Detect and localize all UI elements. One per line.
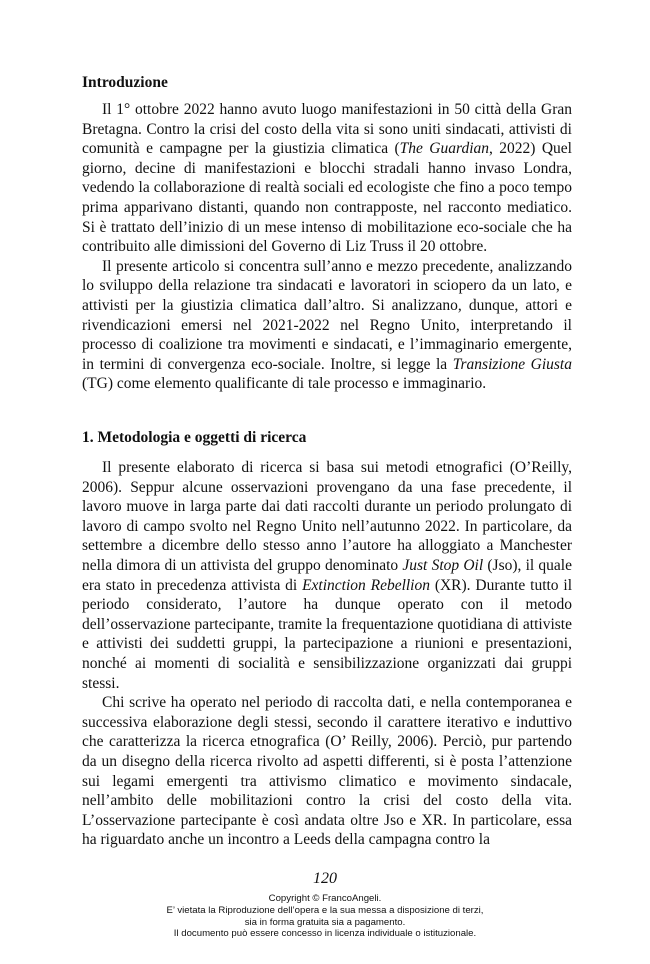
text-run: Il presente elaborato di ricerca si basa sui metodi etnografici (O’Reilly, 2006). Seppur alcune osservazioni provengano da una fase precedente, il lavoro muove in larga parte dai dati raccolti durante un periodo prolungato di lavoro di campo svolto nel Regno Unito nell’autunno 2022. In particolare, da settembre a dicembre dello stesso anno l’autore ha alloggiato a Manchester nella dimora di un attivista del gruppo denominato — [82, 459, 572, 574]
footer-line: Copyright © FrancoAngeli. — [268, 893, 382, 904]
method-paragraph-1 — [82, 458, 572, 693]
text-run: (XR). Durante tutto il periodo considerato, l’autore ha dunque operato con il metodo dell’osservazione partecipante, tramite la frequentazione quotidiana di attiviste e attivisti dei suddetti gruppi, la partecipazione a riunioni e presentazioni, nonché ai momenti di socialità e sensibilizzazione organizzati dai gruppi stessi. — [82, 576, 573, 692]
text-run: Il 1° ottobre 2022 hanno avuto luogo manifestazioni in 50 città della Gran Bretagna. Contro la crisi del costo della vita si sono uniti sindacati, attivisti di comunità e campagne per la giustizia climatica ( — [82, 101, 572, 158]
italic-group-name: Extinction Rebellion — [302, 576, 430, 594]
text-run: (TG) come elemento qualificante di tale processo e immaginario. — [82, 375, 487, 393]
italic-term: Transizione Giusta — [452, 355, 572, 373]
intro-paragraph-2 — [82, 257, 572, 394]
text-run: (Jso), il quale era stato in precedenza attivista di — [82, 556, 572, 594]
footer-line: sia in forma gratuita sia a pagamento. — [244, 916, 406, 928]
page-number: 120 — [313, 870, 337, 887]
text-run: , 2022) Quel giorno, decine di manifestazioni e blocchi stradali hanno invaso Londra, vedendo la collaborazione di realtà sociali ed ecologiste che fino a poco tempo prima apparivano distanti, quando non contrapposte, nel racconto mediatico. Si è trattato dell’inizio di un mese intenso di mobilitazione eco-sociale che ha contribuito alle dimissioni del Governo di Liz Truss il 20 ottobre. — [82, 140, 572, 256]
method-body — [82, 458, 572, 850]
text-run: Il presente articolo si concentra sull’anno e mezzo precedente, analizzando lo sviluppo della relazione tra sindacati e lavoratori in sciopero da un lato, e attivisti per la giustizia climatica dall’altro. Si analizzano, dunque, attori e rivendicazioni emersi nel 2021-2022 nel Regno Unito, interpretando il processo di coalizione tra movimenti e sindacati, e l’immaginario emergente, in termini di convergenza eco-sociale. Inoltre, si legge la — [82, 257, 572, 373]
copyright-footer — [0, 893, 650, 940]
italic-group-name: Just Stop Oil — [402, 556, 484, 574]
method-paragraph-2 — [82, 693, 572, 850]
intro-body — [82, 100, 572, 394]
section-heading-intro: Introduzione — [82, 74, 168, 91]
footer-line: E’ vietata la Riproduzione dell’opera e la sua messa a disposizione di terzi, — [166, 904, 484, 916]
footer-line: Il documento può essere concesso in licenza individuale o istituzionale. — [173, 928, 477, 940]
text-run: Chi scrive ha operato nel periodo di raccolta dati, e nella contemporanea e successiva elaborazione degli stessi, secondo il carattere iterativo e induttivo che caratterizza la ricerca etnografica (O’ Reilly, 2006). Perciò, pur partendo da un disegno della ricerca rivolto ad aspetti differenti, si è posta l’attenzione sui legami emergenti tra attivismo climatico e movimento sindacale, nell’ambito delle mobilitazioni contro la crisi del costo della vita. L’osservazione partecipante è così andata oltre Jso e XR. In particolare, essa ha riguardato anche un incontro a Leeds della campagna contro la — [82, 694, 572, 849]
section-heading-method: 1. Metodologia e oggetti di ricerca — [82, 429, 307, 446]
intro-paragraph-1 — [82, 100, 572, 257]
italic-citation: The Guardian — [399, 140, 490, 158]
